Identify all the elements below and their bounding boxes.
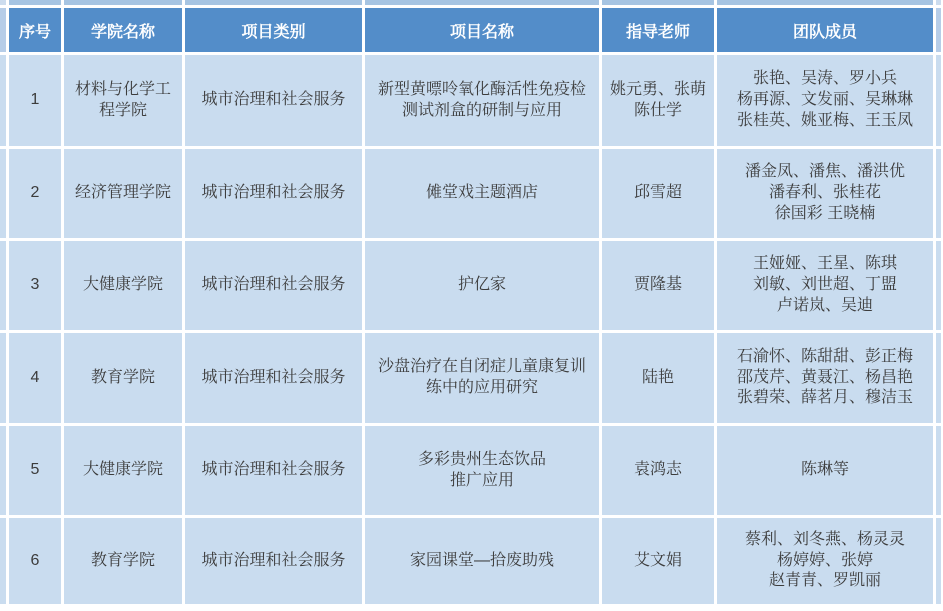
header-cell-project: 项目名称 <box>365 8 599 52</box>
cell-team <box>717 241 933 330</box>
cell-college: 教育学院 <box>64 333 182 423</box>
cell-project: 护亿家 <box>365 241 599 330</box>
cell-project-line: 沙盘治疗在自闭症儿童康复训 <box>377 358 586 376</box>
cell-index: 1 <box>9 55 61 146</box>
cell-team-line: 赵青青、罗凯丽 <box>768 572 881 590</box>
cell-index: 6 <box>9 518 61 604</box>
cropped-row-sliver <box>185 0 362 5</box>
header-cell-index: 序号 <box>9 8 61 52</box>
cell-college <box>64 55 182 146</box>
cell-team-line: 杨婷婷、张婷 <box>776 551 873 569</box>
cropped-row-sliver <box>9 0 61 5</box>
cropped-column-sliver <box>0 149 6 238</box>
cell-project-line: 多彩贵州生态饮品 <box>417 450 546 468</box>
cropped-column-sliver <box>936 8 941 52</box>
cell-project <box>365 426 599 515</box>
cell-team-line: 邵茂芹、黄聂江、杨昌艳 <box>736 368 913 386</box>
cell-category: 城市治理和社会服务 <box>185 426 362 515</box>
cropped-column-sliver <box>0 426 6 515</box>
cell-team <box>717 333 933 423</box>
cell-project <box>365 55 599 146</box>
header-cell-college: 学院名称 <box>64 8 182 52</box>
cell-category: 城市治理和社会服务 <box>185 518 362 604</box>
cell-team-line: 卢诺岚、吴迪 <box>776 296 873 314</box>
cell-college-line: 程学院 <box>98 101 147 119</box>
cell-team <box>717 518 933 604</box>
cropped-column-sliver <box>0 55 6 146</box>
header-cell-advisor: 指导老师 <box>602 8 714 52</box>
cropped-column-sliver <box>0 518 6 604</box>
cell-team-line: 石渝怀、陈甜甜、彭正梅 <box>736 347 913 365</box>
cell-team-line: 潘春利、张桂花 <box>768 184 881 202</box>
cell-advisor-line: 陈仕学 <box>633 101 682 119</box>
cropped-column-sliver <box>936 55 941 146</box>
cell-team-line: 张碧荣、薛茗月、穆洁玉 <box>736 389 913 407</box>
cell-project: 傩堂戏主题酒店 <box>365 149 599 238</box>
cell-team-line: 杨再源、文发丽、吴琳琳 <box>736 91 913 109</box>
cropped-column-sliver <box>0 8 6 52</box>
cell-category: 城市治理和社会服务 <box>185 333 362 423</box>
cell-team: 陈琳等 <box>717 426 933 515</box>
cell-index: 4 <box>9 333 61 423</box>
cell-category: 城市治理和社会服务 <box>185 241 362 330</box>
cell-project-line: 推广应用 <box>449 471 514 489</box>
cell-team-line: 张艳、吴涛、罗小兵 <box>752 70 897 88</box>
cropped-corner-sliver <box>0 0 6 5</box>
cell-college: 大健康学院 <box>64 426 182 515</box>
cropped-column-sliver <box>936 241 941 330</box>
cell-project-line: 练中的应用研究 <box>425 379 538 396</box>
cropped-column-sliver <box>0 241 6 330</box>
cell-college: 教育学院 <box>64 518 182 604</box>
cell-team-line: 潘金凤、潘焦、潘洪优 <box>744 163 905 181</box>
cell-team-line: 徐国彩 王晓楠 <box>774 204 876 222</box>
cell-advisor: 艾文娟 <box>602 518 714 604</box>
cell-project-line: 新型黄嘌呤氧化酶活性免疫检 <box>377 80 586 98</box>
header-cell-team: 团队成员 <box>717 8 933 52</box>
cell-team-line: 蔡利、刘冬燕、杨灵灵 <box>744 530 905 548</box>
cell-advisor <box>602 55 714 146</box>
cell-category: 城市治理和社会服务 <box>185 149 362 238</box>
cell-team-line: 张桂英、姚亚梅、王玉凤 <box>736 111 913 129</box>
cell-team-line: 王娅娅、王星、陈琪 <box>752 255 897 273</box>
cell-advisor: 陆艳 <box>602 333 714 423</box>
cell-index: 5 <box>9 426 61 515</box>
cropped-column-sliver <box>936 518 941 604</box>
cropped-row-sliver <box>602 0 714 5</box>
cropped-row-sliver <box>365 0 599 5</box>
cropped-column-sliver <box>936 333 941 423</box>
cell-college: 大健康学院 <box>64 241 182 330</box>
cell-index: 3 <box>9 241 61 330</box>
cropped-column-sliver <box>0 333 6 423</box>
cell-project-line: 测试剂盒的研制与应用 <box>401 101 562 119</box>
cropped-column-sliver <box>936 426 941 515</box>
cell-project <box>365 333 599 423</box>
cell-project: 家园课堂—拾废助残 <box>365 518 599 604</box>
cell-team-line: 刘敏、刘世超、丁盟 <box>752 276 897 294</box>
cell-index: 2 <box>9 149 61 238</box>
cropped-column-sliver <box>936 149 941 238</box>
cell-advisor: 袁鸿志 <box>602 426 714 515</box>
cell-advisor-line: 姚元勇、张萌 <box>609 80 706 98</box>
cropped-corner-sliver <box>936 0 941 5</box>
cell-college: 经济管理学院 <box>64 149 182 238</box>
header-cell-category: 项目类别 <box>185 8 362 52</box>
cell-advisor: 贾隆基 <box>602 241 714 330</box>
cropped-row-sliver <box>717 0 933 5</box>
cell-college-line: 材料与化学工 <box>74 80 171 98</box>
cell-team <box>717 149 933 238</box>
cell-advisor: 邱雪超 <box>602 149 714 238</box>
cell-category: 城市治理和社会服务 <box>185 55 362 146</box>
cropped-row-sliver <box>64 0 182 5</box>
cell-team <box>717 55 933 146</box>
